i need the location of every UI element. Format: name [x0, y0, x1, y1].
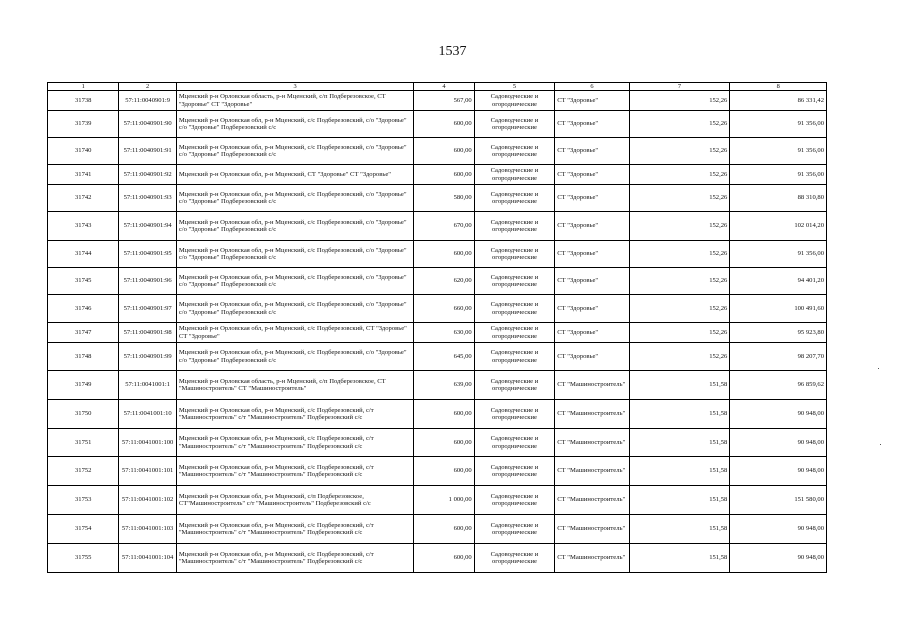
cell-address: Мценский р-н Орловская область, р-н Мценский, с/п Подберезовское, СТ "Машиностроитель" СТ "Машиностроитель" — [176, 371, 414, 400]
cell-owner: СТ "Здоровье" — [555, 91, 629, 111]
cell-cadastral-number: 57:11:0040901:9 — [119, 91, 176, 111]
cell-land-use: Садоводческие и огороднические — [474, 343, 555, 371]
cell-owner: СТ "Машиностроитель" — [555, 457, 629, 486]
cell-row-number: 31750 — [48, 400, 119, 429]
cell-land-use: Садоводческие и огороднические — [474, 111, 555, 138]
cell-land-use: Садоводческие и огороднические — [474, 486, 555, 515]
cell-cadastral-value: 86 331,42 — [730, 91, 827, 111]
cell-owner: СТ "Здоровье" — [555, 111, 629, 138]
cell-row-number: 31742 — [48, 185, 119, 212]
table-row — [48, 323, 827, 343]
cell-cadastral-value: 90 948,00 — [730, 515, 827, 544]
column-number-row — [48, 83, 827, 91]
cell-specific-value: 151,58 — [629, 515, 730, 544]
cell-cadastral-number: 57:11:0040901:93 — [119, 185, 176, 212]
table-row — [48, 185, 827, 212]
cell-specific-value: 152,26 — [629, 295, 730, 323]
column-header: 5 — [474, 83, 555, 91]
cell-cadastral-number: 57:11:0040901:99 — [119, 343, 176, 371]
cell-specific-value: 151,58 — [629, 400, 730, 429]
cell-address: Мценский р-н Орловская обл, р-н Мценский, с/с Подберезовский, с/о "Здоровье" с/о "Здоровье" Подберезовский с/с — [176, 185, 414, 212]
cell-row-number: 31749 — [48, 371, 119, 400]
cell-row-number: 31746 — [48, 295, 119, 323]
cell-specific-value: 152,26 — [629, 165, 730, 185]
cell-area: 600,00 — [414, 138, 474, 165]
cell-row-number: 31754 — [48, 515, 119, 544]
cell-specific-value: 151,58 — [629, 486, 730, 515]
cell-cadastral-number: 57:11:0041001:101 — [119, 457, 176, 486]
cell-cadastral-value: 90 948,00 — [730, 400, 827, 429]
cell-row-number: 31738 — [48, 91, 119, 111]
cell-owner: СТ "Машиностроитель" — [555, 486, 629, 515]
cell-cadastral-number: 57:11:0041001:104 — [119, 544, 176, 573]
cell-land-use: Садоводческие и огороднические — [474, 544, 555, 573]
cell-land-use: Садоводческие и огороднические — [474, 429, 555, 457]
cell-land-use: Садоводческие и огороднические — [474, 457, 555, 486]
cell-cadastral-value: 151 580,00 — [730, 486, 827, 515]
cell-cadastral-number: 57:11:0040901:97 — [119, 295, 176, 323]
cell-owner: СТ "Здоровье" — [555, 343, 629, 371]
table-row — [48, 429, 827, 457]
cell-owner: СТ "Машиностроитель" — [555, 429, 629, 457]
cell-land-use: Садоводческие и огороднические — [474, 400, 555, 429]
cell-specific-value: 152,26 — [629, 212, 730, 241]
cell-address: Мценский р-н Орловская обл, р-н Мценский, СТ "Здоровье" СТ "Здоровье" — [176, 165, 414, 185]
cell-owner: СТ "Здоровье" — [555, 268, 629, 295]
cell-cadastral-number: 57:11:0040901:92 — [119, 165, 176, 185]
cell-owner: СТ "Машиностроитель" — [555, 544, 629, 573]
cell-land-use: Садоводческие и огороднические — [474, 295, 555, 323]
cell-specific-value: 152,26 — [629, 268, 730, 295]
cell-area: 600,00 — [414, 111, 474, 138]
scan-speck — [878, 368, 879, 369]
table-row — [48, 268, 827, 295]
cell-land-use: Садоводческие и огороднические — [474, 91, 555, 111]
cell-row-number: 31744 — [48, 241, 119, 268]
cell-cadastral-value: 90 948,00 — [730, 544, 827, 573]
cell-row-number: 31739 — [48, 111, 119, 138]
cell-address: Мценский р-н Орловская обл, р-н Мценский, с/п Подберезовское, СТ"Машиностроитель" с/т "Машиностроитель" Подберезовский с/с — [176, 486, 414, 515]
cell-area: 600,00 — [414, 457, 474, 486]
cell-cadastral-number: 57:11:0040901:95 — [119, 241, 176, 268]
cell-cadastral-value: 95 923,80 — [730, 323, 827, 343]
cell-row-number: 31745 — [48, 268, 119, 295]
cell-specific-value: 151,58 — [629, 544, 730, 573]
cell-land-use: Садоводческие и огороднические — [474, 268, 555, 295]
cell-area: 660,00 — [414, 295, 474, 323]
cell-area: 600,00 — [414, 165, 474, 185]
cell-cadastral-value: 91 356,00 — [730, 111, 827, 138]
table-row — [48, 165, 827, 185]
column-header: 1 — [48, 83, 119, 91]
cell-specific-value: 151,58 — [629, 371, 730, 400]
cell-address: Мценский р-н Орловская обл, р-н Мценский, с/с Подберезовский, с/о "Здоровье" с/о "Здоровье" Подберезовский с/с — [176, 295, 414, 323]
scan-speck — [880, 444, 881, 445]
cell-cadastral-number: 57:11:0040901:94 — [119, 212, 176, 241]
column-header: 3 — [176, 83, 414, 91]
cell-specific-value: 152,26 — [629, 91, 730, 111]
cell-owner: СТ "Здоровье" — [555, 165, 629, 185]
cell-cadastral-number: 57:11:0040901:91 — [119, 138, 176, 165]
cell-address: Мценский р-н Орловская обл, р-н Мценский, с/с Подберезовский, с/т "Машиностроитель" с/т "Машиностроитель" Подберезовский с/с — [176, 429, 414, 457]
cell-cadastral-number: 57:11:0040901:90 — [119, 111, 176, 138]
cell-owner: СТ "Машиностроитель" — [555, 400, 629, 429]
cell-area: 600,00 — [414, 544, 474, 573]
cell-land-use: Садоводческие и огороднические — [474, 241, 555, 268]
table-row — [48, 212, 827, 241]
cell-land-use: Садоводческие и огороднические — [474, 185, 555, 212]
cell-address: Мценский р-н Орловская обл, р-н Мценский, с/с Подберезовский, с/о "Здоровье" с/о "Здоровье" Подберезовский с/с — [176, 241, 414, 268]
cell-owner: СТ "Машиностроитель" — [555, 515, 629, 544]
page-number: 1537 — [438, 44, 467, 59]
cell-cadastral-number: 57:11:0041001:100 — [119, 429, 176, 457]
cell-cadastral-number: 57:11:0041001:1 — [119, 371, 176, 400]
column-header: 8 — [730, 83, 827, 91]
cell-cadastral-value: 100 491,60 — [730, 295, 827, 323]
cell-land-use: Садоводческие и огороднические — [474, 323, 555, 343]
cell-owner: СТ "Здоровье" — [555, 138, 629, 165]
table-row — [48, 486, 827, 515]
column-header: 2 — [119, 83, 176, 91]
cell-cadastral-value: 88 310,80 — [730, 185, 827, 212]
cell-area: 639,00 — [414, 371, 474, 400]
cell-specific-value: 151,58 — [629, 429, 730, 457]
cell-specific-value: 152,26 — [629, 138, 730, 165]
cell-land-use: Садоводческие и огороднические — [474, 212, 555, 241]
cell-address: Мценский р-н Орловская обл, р-н Мценский, с/с Подберезовский, с/о "Здоровье" с/о "Здоровье" Подберезовский с/с — [176, 343, 414, 371]
cell-address: Мценский р-н Орловская обл, р-н Мценский, с/с Подберезовский, с/о "Здоровье" с/о "Здоровье" Подберезовский с/с — [176, 212, 414, 241]
cell-land-use: Садоводческие и огороднические — [474, 165, 555, 185]
cell-owner: СТ "Машиностроитель" — [555, 371, 629, 400]
table-row — [48, 138, 827, 165]
table-row — [48, 457, 827, 486]
cell-owner: СТ "Здоровье" — [555, 323, 629, 343]
cell-area: 600,00 — [414, 400, 474, 429]
cell-owner: СТ "Здоровье" — [555, 295, 629, 323]
cell-specific-value: 152,26 — [629, 343, 730, 371]
cell-land-use: Садоводческие и огороднические — [474, 515, 555, 544]
cell-address: Мценский р-н Орловская обл, р-н Мценский, с/с Подберезовский, с/т "Машиностроитель" с/т "Машиностроитель" Подберезовский с/с — [176, 515, 414, 544]
cell-land-use: Садоводческие и огороднические — [474, 371, 555, 400]
cell-row-number: 31747 — [48, 323, 119, 343]
cell-row-number: 31752 — [48, 457, 119, 486]
cell-address: Мценский р-н Орловская обл, р-н Мценский, с/с Подберезовский, с/о "Здоровье" с/о "Здоровье" Подберезовский с/с — [176, 111, 414, 138]
cell-area: 580,00 — [414, 185, 474, 212]
cell-cadastral-value: 91 356,00 — [730, 138, 827, 165]
cell-land-use: Садоводческие и огороднические — [474, 138, 555, 165]
cell-owner: СТ "Здоровье" — [555, 212, 629, 241]
column-header: 4 — [414, 83, 474, 91]
cell-address: Мценский р-н Орловская обл, р-н Мценский, с/с Подберезовский, СТ "Здоровье" СТ "Здоровье" — [176, 323, 414, 343]
cell-specific-value: 152,26 — [629, 111, 730, 138]
cell-cadastral-value: 96 859,62 — [730, 371, 827, 400]
table-row — [48, 371, 827, 400]
cell-row-number: 31741 — [48, 165, 119, 185]
column-header: 7 — [629, 83, 730, 91]
cell-owner: СТ "Здоровье" — [555, 241, 629, 268]
cell-cadastral-number: 57:11:0041001:103 — [119, 515, 176, 544]
cell-area: 600,00 — [414, 429, 474, 457]
cell-area: 620,00 — [414, 268, 474, 295]
column-header: 6 — [555, 83, 629, 91]
cell-cadastral-value: 98 207,70 — [730, 343, 827, 371]
table-row — [48, 544, 827, 573]
cell-address: Мценский р-н Орловская обл, р-н Мценский, с/с Подберезовский, с/т "Машиностроитель" с/т "Машиностроитель" Подберезовский с/с — [176, 544, 414, 573]
cell-specific-value: 152,26 — [629, 185, 730, 212]
table-row — [48, 91, 827, 111]
table-row — [48, 343, 827, 371]
cell-row-number: 31748 — [48, 343, 119, 371]
cell-cadastral-number: 57:11:0041001:102 — [119, 486, 176, 515]
cell-area: 1 000,00 — [414, 486, 474, 515]
cell-area: 600,00 — [414, 241, 474, 268]
cell-cadastral-number: 57:11:0041001:10 — [119, 400, 176, 429]
cell-row-number: 31753 — [48, 486, 119, 515]
cell-address: Мценский р-н Орловская обл, р-н Мценский, с/с Подберезовский, с/о "Здоровье" с/о "Здоровье" Подберезовский с/с — [176, 138, 414, 165]
cell-cadastral-value: 90 948,00 — [730, 457, 827, 486]
cell-cadastral-number: 57:11:0040901:96 — [119, 268, 176, 295]
cell-area: 600,00 — [414, 515, 474, 544]
cell-row-number: 31751 — [48, 429, 119, 457]
cell-row-number: 31740 — [48, 138, 119, 165]
cell-specific-value: 151,58 — [629, 457, 730, 486]
cell-address: Мценский р-н Орловская обл, р-н Мценский, с/с Подберезовский, с/о "Здоровье" с/о "Здоровье" Подберезовский с/с — [176, 268, 414, 295]
cell-address: Мценский р-н Орловская область, р-н Мценский, с/п Подберезовское, СТ "Здоровье" СТ "Здоровье" — [176, 91, 414, 111]
table-row — [48, 111, 827, 138]
land-registry-table — [47, 82, 827, 573]
cell-area: 645,00 — [414, 343, 474, 371]
cell-area: 567,00 — [414, 91, 474, 111]
cell-cadastral-value: 102 014,20 — [730, 212, 827, 241]
cell-address: Мценский р-н Орловская обл, р-н Мценский, с/с Подберезовский, с/т "Машиностроитель" с/т "Машиностроитель" Подберезовский с/с — [176, 400, 414, 429]
cell-specific-value: 152,26 — [629, 241, 730, 268]
cell-row-number: 31743 — [48, 212, 119, 241]
cell-specific-value: 152,26 — [629, 323, 730, 343]
cell-cadastral-value: 91 356,00 — [730, 165, 827, 185]
cell-address: Мценский р-н Орловская обл, р-н Мценский, с/с Подберезовский, с/т "Машиностроитель" с/т "Машиностроитель" Подберезовский с/с — [176, 457, 414, 486]
table-row — [48, 400, 827, 429]
cell-row-number: 31755 — [48, 544, 119, 573]
cell-owner: СТ "Здоровье" — [555, 185, 629, 212]
cell-area: 670,00 — [414, 212, 474, 241]
cell-cadastral-value: 94 401,20 — [730, 268, 827, 295]
cell-area: 630,00 — [414, 323, 474, 343]
table-row — [48, 515, 827, 544]
cell-cadastral-value: 91 356,00 — [730, 241, 827, 268]
table-row — [48, 295, 827, 323]
cell-cadastral-number: 57:11:0040901:98 — [119, 323, 176, 343]
table-row — [48, 241, 827, 268]
cell-cadastral-value: 90 948,00 — [730, 429, 827, 457]
